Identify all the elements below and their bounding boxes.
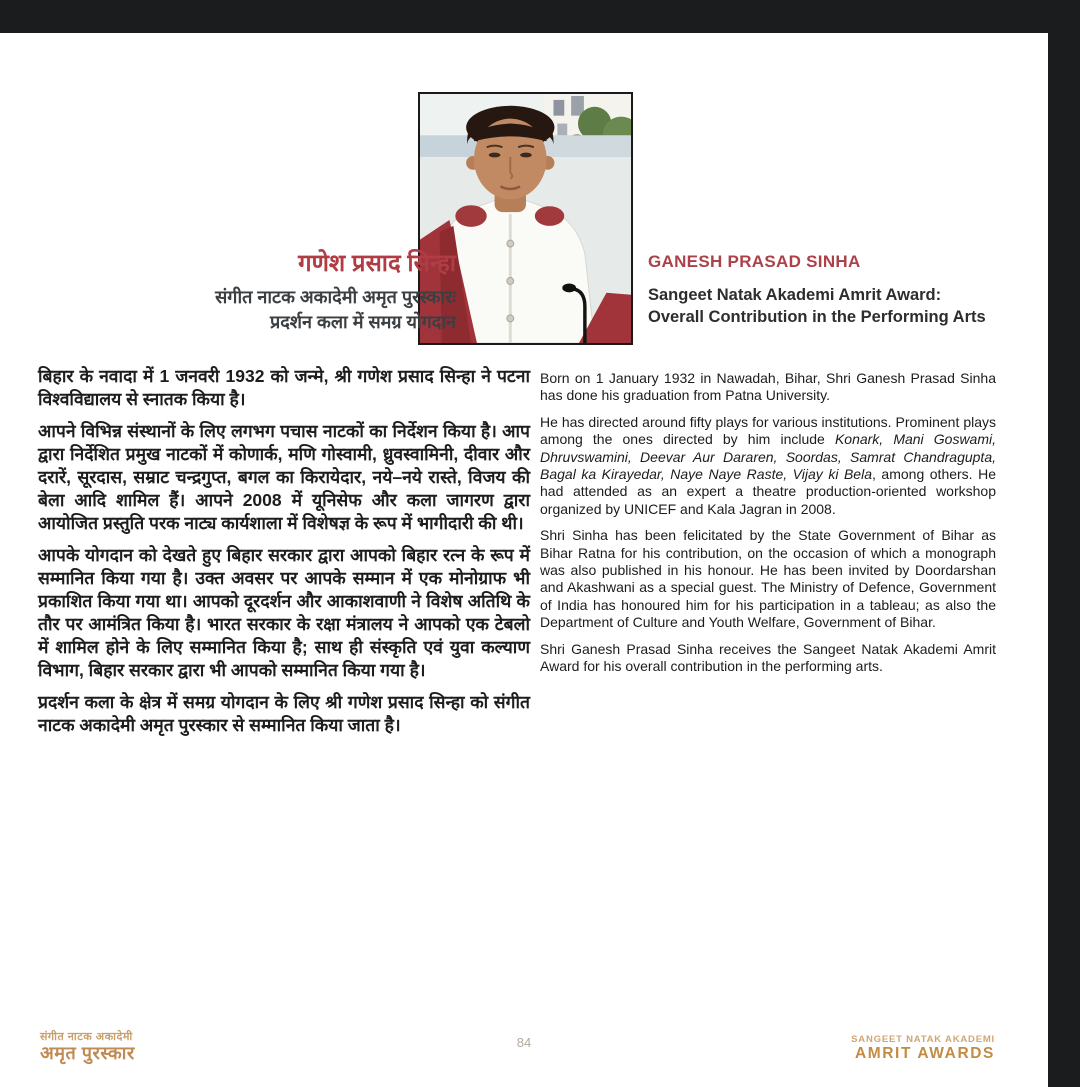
- english-paragraph: Shri Sinha has been felicitated by the State Government of Bihar as Bihar Ratna for his contribution, on the occasion of which a monograph was also published in his honour. He has been invited by Doordarshan and Akashwani as a special guest. The Ministry of Defence, Government of India has honoured him for his participation in a tableau; as also the Department of Culture and Youth Welfare, Government of Bihar.: [540, 527, 996, 631]
- english-paragraph: Born on 1 January 1932 in Nawadah, Bihar, Shri Ganesh Prasad Sinha has done his graduation from Patna University.: [540, 370, 996, 404]
- biography-hindi: [38, 365, 530, 746]
- award-subtitle-hindi-line2: प्रदर्शन कला में समग्र योगदान: [269, 312, 456, 332]
- header-hindi: [60, 249, 456, 335]
- english-paragraph: Shri Ganesh Prasad Sinha receives the Sangeet Natak Akademi Amrit Award for his overall contribution in the performing arts.: [540, 640, 996, 675]
- akademi-logo-hindi-line1: संगीत नाटक अकादेमी: [40, 1031, 133, 1043]
- header-english: [648, 252, 1018, 328]
- award-subtitle-hindi: [60, 285, 456, 335]
- biography-english: [540, 370, 996, 685]
- amrit-awards-logo: [851, 1034, 995, 1064]
- document-page: [0, 33, 1048, 1087]
- award-subtitle-english-line1: Sangeet Natak Akademi Amrit Award:: [648, 286, 942, 304]
- hindi-paragraph: आपके योगदान को देखते हुए बिहार सरकार द्वारा आपको बिहार रत्न के रूप में सम्मानित किया गया है। उक्त अवसर पर आपके सम्मान में एक मोनोग्राफ भी प्रकाशित किया गया था। आपको दूरदर्शन और आकाशवाणी ने विशेष अतिथि के तौर पर आमंत्रित किया है। भारत सरकार के रक्षा मंत्रालय ने आपको एक टेबलो में शामिल होने के लिए सम्मानित किया है; साथ ही संस्कृति एवं युवा कल्याण विभाग, बिहार सरकार द्वारा भी आपको सम्मानित किया गया है।: [38, 545, 530, 680]
- awardee-name-hindi: गणेश प्रसाद सिन्हा: [298, 250, 456, 277]
- hindi-paragraph: प्रदर्शन कला के क्षेत्र में समग्र योगदान के लिए श्री गणेश प्रसाद सिन्हा को संगीत नाटक अकादेमी अमृत पुरस्कार से सम्मानित किया जाता है।: [38, 692, 530, 735]
- hindi-paragraph: आपने विभिन्न संस्थानों के लिए लगभग पचास नाटकों का निर्देशन किया है। आप द्वारा निर्देशित प्रमुख नाटकों में कोणार्क, मणि गोस्वामी, ध्रुवस्वामिनी, दीवार और दरारें, सूरदास, सम्राट चन्द्रगुप्त, बगल का किरायेदार, नये–नये रास्ते, विजय की बेला आदि शामिल हैं। आपने 2008 में यूनिसेफ और कला जागरण द्वारा आयोजित प्रस्तुति परक नाट्य कार्यशाला में विशेषज्ञ के रूप में भागीदारी की थी।: [38, 421, 530, 533]
- award-subtitle-hindi-line1: संगीत नाटक अकादेमी अमृत पुरस्कारः: [215, 287, 456, 307]
- page-number: 84: [516, 1035, 532, 1050]
- amrit-awards-logo-line1: SANGEET NATAK AKADEMI: [851, 1034, 995, 1045]
- award-subtitle-english-line2: Overall Contribution in the Performing Arts: [648, 308, 986, 326]
- award-subtitle-english: [648, 284, 1018, 328]
- amrit-awards-logo-line2: AMRIT AWARDS: [854, 1045, 995, 1063]
- hindi-paragraph: बिहार के नवादा में 1 जनवरी 1932 को जन्मे, श्री गणेश प्रसाद सिन्हा ने पटना विश्वविद्यालय से स्नातक किया है।: [38, 366, 530, 409]
- english-paragraph: He has directed around fifty plays for various institutions. Prominent plays among the ones directed by him include Konark, Mani Goswami, Dhruvswamini, Deevar Aur Dararen, Soordas, Samrat Chandragupta, Bagal ka Kirayedar, Naye Naye Raste, Vijay ki Bela, among others. He had attended as an expert a theatre production-oriented workshop organized by UNICEF and Kala Jagran in 2008.: [540, 413, 997, 517]
- awardee-name-english: GANESH PRASAD SINHA: [648, 252, 861, 271]
- akademi-logo-hindi-line2: अमृत पुरस्कार: [40, 1042, 135, 1063]
